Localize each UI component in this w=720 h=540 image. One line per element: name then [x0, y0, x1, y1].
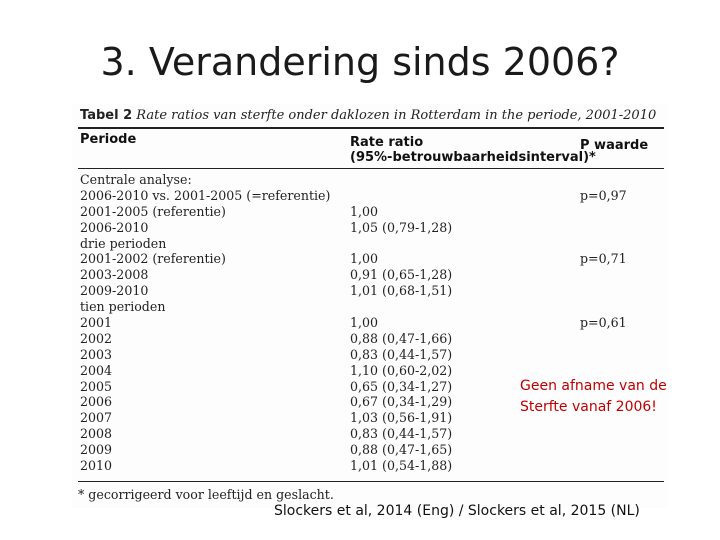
cell-periode: Centrale analyse: [80, 172, 192, 187]
cell-periode: 2006-2010 [80, 219, 149, 235]
cell-periode: 2009-2010 [80, 283, 149, 299]
cell-periode: 2002 [80, 330, 113, 346]
table-header-rule [78, 168, 664, 169]
cell-periode: 2009 [80, 442, 113, 458]
cell-periode: 2001 [80, 315, 113, 331]
table-top-rule [78, 127, 664, 129]
cell-periode: 2006 [80, 394, 113, 410]
cell-periode: drie perioden [80, 235, 167, 251]
cell-periode: 2006-2010 vs. 2001-2005 (=referentie) [80, 187, 331, 203]
cell-rate-ratio: 1,00 [350, 315, 379, 331]
cell-rate-ratio: 0,83 (0,44-1,57) [350, 426, 453, 442]
cell-rate-ratio: 0,67 (0,34-1,29) [350, 394, 453, 410]
header-periode: Periode [80, 132, 137, 147]
cell-periode: 2001-2005 (referentie) [80, 203, 226, 219]
table-caption [80, 108, 656, 123]
cell-periode: 2003-2008 [80, 267, 149, 283]
callout-text [520, 376, 667, 418]
cell-periode: 2007 [80, 410, 113, 426]
cell-rate-ratio: 0,65 (0,34-1,27) [350, 378, 453, 394]
cell-rate-ratio: 1,00 [350, 203, 379, 219]
cell-periode: 2005 [80, 378, 113, 394]
header-rate-ci: (95%-betrouwbaarheidsinterval)* [350, 150, 596, 165]
cell-rate-ratio: 1,00 [350, 251, 379, 267]
cell-periode: 2003 [80, 346, 113, 362]
header-rate-ratio: Rate ratio [350, 135, 424, 150]
callout-line-1: Geen afname van de [520, 378, 667, 394]
cell-p-waarde: p=0,61 [580, 315, 627, 331]
cell-periode: 2001-2002 (referentie) [80, 251, 226, 267]
cell-periode: 2008 [80, 426, 113, 442]
cell-periode: tien perioden [80, 299, 166, 315]
cell-rate-ratio: 1,10 (0,60-2,02) [350, 362, 453, 378]
cell-p-waarde: p=0,97 [580, 187, 627, 203]
cell-rate-ratio: 1,01 (0,68-1,51) [350, 283, 453, 299]
table-footnote: * gecorrigeerd voor leeftijd en geslacht. [78, 487, 334, 502]
cell-rate-ratio: 0,88 (0,47-1,65) [350, 442, 453, 458]
header-p-waarde: P waarde [580, 138, 649, 153]
cell-rate-ratio: 0,88 (0,47-1,66) [350, 330, 453, 346]
table-caption-label: Tabel 2 [80, 108, 133, 123]
cell-rate-ratio: 0,83 (0,44-1,57) [350, 346, 453, 362]
cell-rate-ratio: 1,03 (0,56-1,91) [350, 410, 453, 426]
callout-line-2: Sterfte vanaf 2006! [520, 399, 657, 415]
table-caption-text: Rate ratios van sterfte onder daklozen in Rotterdam in the periode, 2001-2010 [136, 108, 657, 123]
cell-periode: 2004 [80, 362, 113, 378]
cell-p-waarde: p=0,71 [580, 251, 627, 267]
scanned-table [72, 104, 668, 508]
cell-rate-ratio: 1,05 (0,79-1,28) [350, 219, 453, 235]
cell-periode: 2010 [80, 458, 113, 474]
slide-title: 3. Verandering sinds 2006? [100, 40, 620, 84]
table-bottom-rule [78, 481, 664, 482]
source-citation: Slockers et al, 2014 (Eng) / Slockers et al, 2015 (NL) [274, 503, 640, 519]
cell-rate-ratio: 1,01 (0,54-1,88) [350, 458, 453, 474]
cell-rate-ratio: 0,91 (0,65-1,28) [350, 267, 453, 283]
